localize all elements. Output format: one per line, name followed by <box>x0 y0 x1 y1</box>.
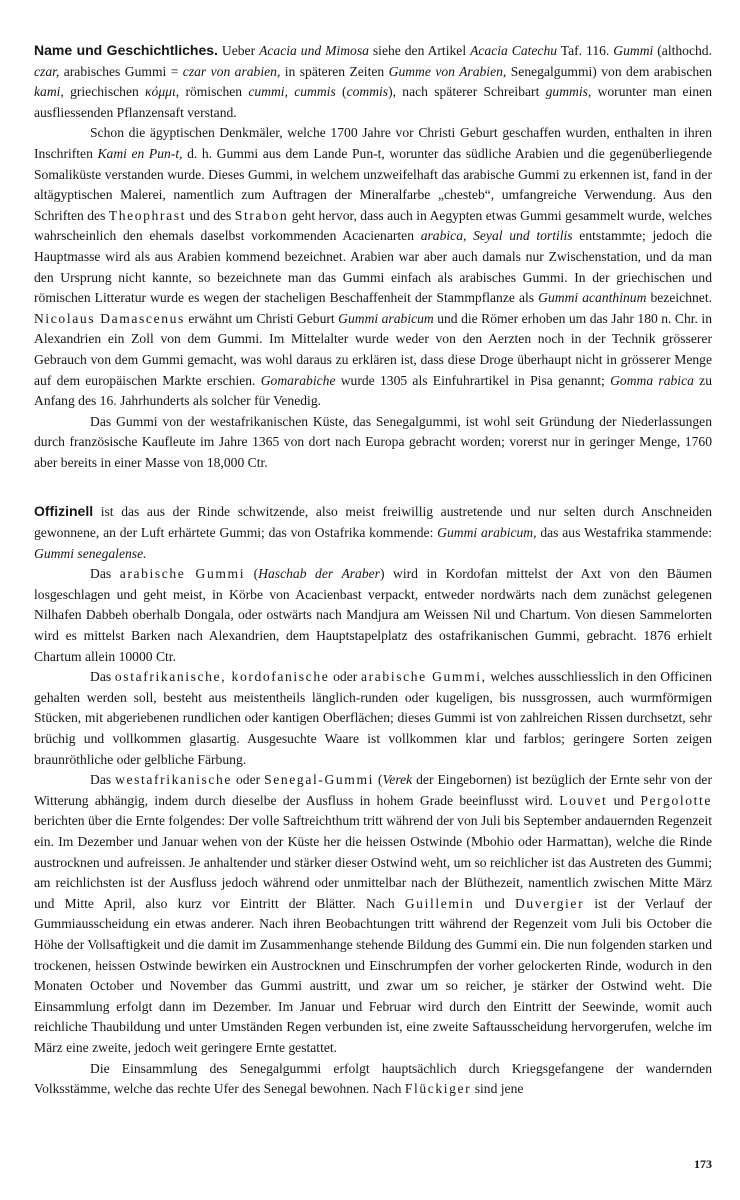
text-run: ( <box>374 772 383 788</box>
paragraph <box>34 770 712 1058</box>
text-run: Schon die ägyptischen Denkmäler, welche 1700 Jahre vor Christi Geburt geschaffen wurden, enthalten in ihren Inschriften <box>34 125 712 161</box>
paragraph <box>34 123 712 411</box>
text-run: zu Anfang des 16. Jahrhunderts als solcher für Venedig. <box>34 372 712 409</box>
paragraph <box>34 667 712 770</box>
text-run: entstammte; jedoch die Hauptmasse wird als aus Arabien kommend bezeichnet. Arabien war aber auch damals nur Zwischenstation, und da man den Ursprung nicht kannte, so bezeichnete man das Gummi einfach als arabisches Gummi. In der griechischen und römischen Litteratur wurde es wegen der stacheligen Beschaffenheit der Stammpflanze als <box>34 228 712 306</box>
italic-run: Haschab der Araber <box>258 566 380 582</box>
italic-run: Gummi acanthinum <box>538 290 647 306</box>
spaced-name: arabische Gummi <box>119 566 246 582</box>
text-run: und <box>607 792 641 808</box>
italic-run: κόμμι, <box>145 84 180 100</box>
italic-run: arabica, Seyal und tortilis <box>420 228 573 244</box>
text-run: worunter man einen ausfliessenden Pflanzensaft verstand. <box>34 84 712 120</box>
italic-run: Gomma rabica <box>610 372 694 388</box>
text-run: Die Einsammlung des Senegalgummi erfolgt hauptsächlich durch Kriegsgefangene der wandernden Volksstämme, welche das rechte Ufer des Senegal bewohnen. Nach <box>34 1060 712 1097</box>
text-run: das aus Westafrika stammende: <box>536 525 712 541</box>
spaced-name: Guillemin <box>404 895 475 911</box>
italic-run: Gummi arabicum <box>338 310 434 326</box>
text-run: ( <box>245 566 259 582</box>
text-run: ist der Verlauf der Gummiausscheidung ein etwas anderer. Nach ihren Beobachtungen tritt während der Regenzeit vom Juli bis October die Höhe der Vollsaftigkeit und die damit im Zusammenhange stehende Bildung des Gummi ein. Die nun folgenden starken und trockenen, heissen Ostwinde bewirken ein Austrocknen und Einschrumpfen der vorher gelockerten Rinde, wodurch in den Monaten October und November das Gummi austritt, und zwar um so reicher, je stärker der Ostwind weht. Die Einsammlung erfolgt dann im Dezember. Im Januar und Februar wird durch den Eintritt der Seewinde, womit auch reichliche Thaubildung und unter Umständen Regen verbunden ist, eine zweite Saftausscheidung hervorgerufen, welche im März eine zweite, jedoch weit geringere Ernte gestattet. <box>34 895 713 1055</box>
text-run: römischen <box>179 84 249 100</box>
italic-run: Acacia und Mimosa <box>259 43 369 58</box>
italic-run: Verek <box>382 772 413 788</box>
text-run: welches ausschliesslich in den Officinen gehalten werden soll, besteht aus meistentheils länglich-runden oder kugeligen, bis nussgrossen, auch wurmförmigen Stücken, mit abgeriebenen rundlichen oder kantigen Oberflächen; dieses Gummi ist von zahlreichen Rissen durchsetzt, sehr brüchig und vollkommen glasartig. Ausgesuchte Waare ist vollkommen klar und farblos; geringere Sorten zeigen braunröthliche oder gelbliche Färbung. <box>34 669 713 767</box>
italic-run: czar von arabien, <box>182 63 281 79</box>
text-run: siehe den Artikel <box>368 43 471 58</box>
text-run: Senegalgummi) von dem arabischen <box>506 63 712 79</box>
text-run: und <box>474 895 515 911</box>
italic-run: Kami en Pun-t, <box>97 145 183 161</box>
text-run: Ueber <box>217 43 260 58</box>
text-run: geht hervor, dass auch in Aegypten etwas Gummi gesammelt wurde, welches wahrscheinlich den ehemals daselbst vorkommenden Acacienarten <box>34 207 713 244</box>
italic-run: Gummi <box>613 43 654 58</box>
text-run: Das Gummi von der westafrikanischen Küste, das Senegalgummi, ist wohl seit Gründung der Niederlassungen durch französische Kaufleute im Jahre 1365 von dort nach Europa gebracht worden; vorerst nur in geringer Menge, 1760 aber bereits in einer Masse von 18,000 Ctr. <box>34 413 712 470</box>
text-run: ( <box>335 84 347 100</box>
text-run: erwähnt um Christi Geburt <box>184 310 339 326</box>
paragraph <box>34 40 712 123</box>
page-number: 173 <box>694 1157 712 1171</box>
text-run: (althochd. <box>653 43 712 58</box>
text-run: ), nach späterer Schreibart <box>388 84 546 100</box>
text-run: arabisches Gummi = <box>59 63 183 79</box>
text-run: Das <box>90 566 120 582</box>
spaced-name: Duvergier <box>514 895 585 911</box>
italic-run: cummi, cummis <box>248 84 336 100</box>
text-run: und die Römer erhoben um das Jahr 180 n. Chr. in Alexandrien ein Zoll von dem Gummi. Im Mittelalter wurde weder von den Aerzten noch in der Technik grösserer Gebrauch von dem Gummi gemacht, was wohl daraus zu erklären ist, dass diese Droge überhaupt nicht in grösserer Menge auf dem europäischen Markte erschien. <box>34 310 713 388</box>
spaced-name: Pergolotte <box>640 792 713 808</box>
paragraph <box>34 564 712 667</box>
italic-run: gummis, <box>545 84 592 100</box>
text-run: griechischen <box>63 84 146 100</box>
spaced-name: Louvet <box>559 792 608 808</box>
italic-run: kami, <box>34 84 64 100</box>
italic-run: Gomarabiche <box>260 372 336 388</box>
paragraph <box>34 1059 712 1100</box>
spaced-name: ostafrikanische, kordofanische <box>114 669 330 685</box>
italic-run: commis <box>346 84 389 100</box>
paragraph <box>34 412 712 474</box>
spaced-name: Nicolaus Damascenus <box>34 310 185 326</box>
section-heading: Offizinell <box>34 503 94 520</box>
spaced-name: Theophrast <box>108 207 186 223</box>
text-run: in späteren Zeiten <box>280 63 389 79</box>
text-run: Taf. 116. <box>557 43 614 58</box>
text-run: und des <box>185 207 235 223</box>
italic-run: Gummi senegalense. <box>34 545 147 561</box>
italic-run: Acacia Catechu <box>470 43 558 58</box>
paragraph <box>34 501 712 564</box>
text-run: oder <box>232 772 265 788</box>
section-name-und-geschichtliches <box>34 40 712 473</box>
text-run: der Eingebornen) ist bezüglich der Ernte sehr von der Witterung abhängig, indem durch dieselbe der Ausfluss in hohem Grade beeinflusst wird. <box>34 772 712 808</box>
text-run: Das <box>90 669 115 685</box>
text-run: bezeichnet. <box>646 290 712 306</box>
text-run: ist das aus der Rinde schwitzende, also meist freiwillig austretende und nur selten durch Anschneiden gewonnene, an der Luft erhärtete Gummi; das von Ostafrika kommende: <box>34 504 712 541</box>
italic-run: Gumme von Arabien, <box>388 63 507 79</box>
spaced-name: arabische Gummi, <box>361 669 487 685</box>
italic-run: Gummi arabicum, <box>437 525 537 541</box>
spaced-name: westafrikanische <box>115 772 233 788</box>
italic-run: czar, <box>34 63 60 79</box>
text-run: wurde 1305 als Einfuhrartikel in Pisa genannt; <box>335 372 611 388</box>
section-heading: Name und Geschichtliches. <box>34 42 218 58</box>
section-offizinell <box>34 501 712 1099</box>
text-run: oder <box>329 669 362 685</box>
text-run: ) wird in Kordofan mittelst der Axt von den Bäumen losgeschlagen und geht meist, in Körbe von Acacienbast verpackt, entweder nordwärts nach dem zunächst gelegenen Nilhafen Dabbeh oberhalb Dongala, oder ostwärts nach Mandjura am Weissen Nil und Chartum. Von diesen Sammelorten wird es mittelst Barken nach Alexandrien, dem Hauptstapelplatz des ostafrikanischen Gummi, gebracht. 1876 erhielt Chartum allein 10000 Ctr. <box>34 566 713 664</box>
spaced-name: Senegal-Gummi <box>264 772 375 788</box>
spaced-name: Flückiger <box>404 1081 472 1097</box>
text-run: d. h. Gummi aus dem Lande Pun-t, worunter das südliche Arabien und die gegenüberliegende Somaliküste verstanden wurde. Dieses Gummi, in welchem unzweifelhaft das arabische Gummi zu erkennen ist, fand in der altägyptischen Malerei, namentlich zum Auftragen der Mineralfarbe „chesteb“, umfangreiche Verwendung. Aus den Schriften des <box>34 145 713 223</box>
text-run: sind jene <box>471 1081 524 1097</box>
spaced-name: Strabon <box>234 207 289 223</box>
text-run: berichten über die Ernte folgendes: Der volle Saftreichthum tritt während der von Juli bis September andauernden Regenzeit ein. Im Dezember und Januar wehen von der Küste her die heissen Ostwinde (Mbohio oder Harmattan), welche die Rinde austrocknen und aufreissen. Je anhaltender und stärker dieser Ostwind weht, um so reichlicher ist das Austreten des Gummi; am reichlichsten ist der Ausfluss jedoch während oder unmittelbar nach der Blüthezeit, namentlich zwischen Mitte März und Mitte April, also kurz vor Eintritt der Blätter. Nach <box>34 813 712 911</box>
text-run: Das <box>90 772 116 788</box>
